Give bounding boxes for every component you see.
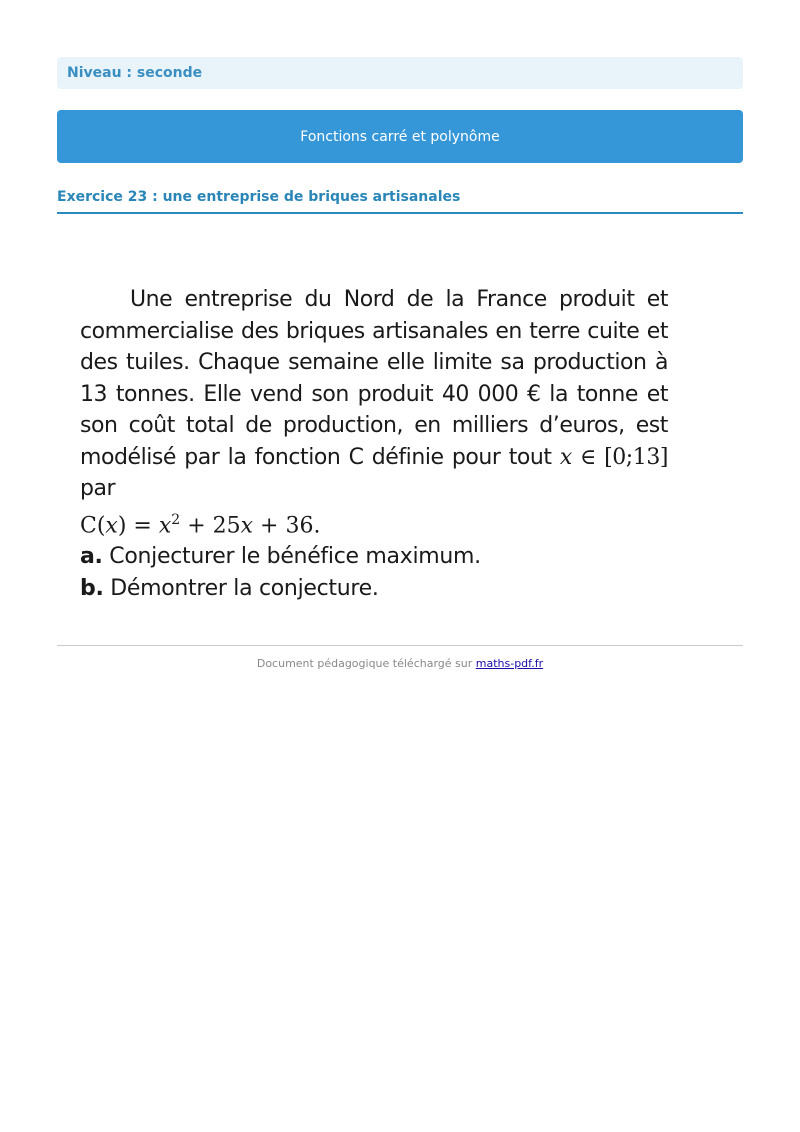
exercise-heading [57,186,743,214]
formula-exponent: 2 [171,511,181,528]
exercise-statement [80,284,668,604]
domain-symbol: ∈ [571,444,605,470]
question-b-text: Démontrer la conjecture. [103,575,379,601]
cost-formula [80,505,668,542]
exercise-title: Exercice 23 : une entreprise de briques artisanales [57,189,461,205]
domain-tail: par [80,476,116,501]
domain-expression [560,445,668,470]
formula-square-base: x [158,512,172,538]
chapter-title: Fonctions carré et polynôme [300,128,500,145]
question-a [80,541,668,573]
level-label: Niveau : seconde [67,65,203,81]
domain-interval: [0;13] [604,444,668,470]
question-b [80,573,668,605]
level-banner [57,57,743,89]
formula-lhs: C( [80,512,106,538]
formula-linear-coef: + 25 [180,512,241,538]
formula-equals: ) = [117,512,159,538]
formula-variable: x [105,512,118,538]
footer-divider [57,645,743,646]
footer-text: Document pédagogique téléchargé sur [256,657,476,670]
question-a-text: Conjecturer le bénéfice maximum. [102,544,481,570]
statement-paragraph [80,284,668,505]
footer [0,657,800,670]
formula-constant: + 36. [253,512,321,538]
question-b-letter: b. [80,575,104,601]
domain-variable: x [559,444,572,470]
statement-text: Une entreprise du Nord de la France produit et commercialise des briques artisanales en terre cuite et des tuiles. Chaque semaine elle limite sa production à 13 tonnes. Elle vend son produit 40 000 € la tonne et son coût total de production, en milliers d’euros, est modélisé par la fonction C définie pour tout [80,287,668,470]
question-a-letter: a. [80,544,103,570]
footer-site-link[interactable]: maths-pdf.fr [475,657,544,670]
formula-linear-variable: x [240,512,254,538]
chapter-title-bar [57,110,743,163]
